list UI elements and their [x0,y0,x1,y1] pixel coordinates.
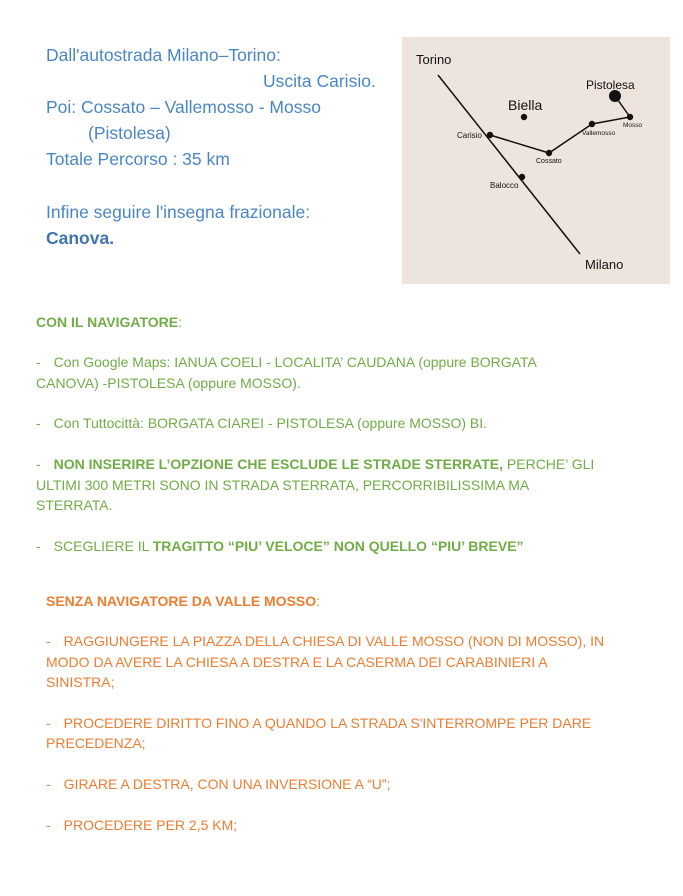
no-navigator-step-2-line2: PRECEDENZA; [46,735,146,751]
label-carisio: Carisio [457,131,482,140]
dash: - [36,354,41,370]
navigator-google-maps-text: Con Google Maps: IANUA COELI - LOCALITA’ CAUDANA (oppure BORGATA [53,354,537,370]
navigator-warning-line2: ULTIMI 300 METRI SONO IN STRADA STERRATA, PERCORRIBILISSIMA MA [36,477,530,493]
no-navigator-step-1 [46,631,604,651]
navigator-warning-bold: NON INSERIRE L’OPZIONE CHE ESCLUDE LE STRADE STERRATE, [53,456,504,472]
no-navigator-step-2-text: PROCEDERE DIRITTO FINO A QUANDO LA STRADA S'INTERROMPE PER DARE [63,715,592,731]
route-map [402,37,670,284]
label-milano: Milano [585,257,624,272]
navigator-heading [36,312,182,332]
no-navigator-step-3 [46,774,390,794]
route-total: Totale Percorso : 35 km [46,149,230,169]
dash: - [46,776,51,792]
navigator-heading-text: CON IL NAVIGATORE [36,314,179,330]
label-mosso: Mosso [623,122,643,129]
navigator-route-choice-pre: SCEGLIERE IL [53,538,153,554]
mosso-dot [627,114,633,120]
route-exit: Uscita Carisio. [263,71,376,91]
route-line-1: Dall'autostrada Milano–Torino: [46,45,281,65]
route-sign: Infine seguire l'insegna frazionale: [46,202,311,222]
no-navigator-heading [46,591,320,611]
no-navigator-step-3-text: GIRARE A DESTRA, CON UNA INVERSIONE A “U”; [63,776,391,792]
dash: - [46,633,51,649]
navigator-heading-colon: : [178,314,182,330]
route-map-svg [402,37,670,284]
no-navigator-heading-colon: : [316,593,321,609]
label-pistolesa: Pistolesa [586,78,635,92]
no-navigator-step-1-line2: MODO DA AVERE LA CHIESA A DESTRA E LA CASERMA DEI CARABINIERI A [46,654,548,670]
balocco-dot [519,174,525,180]
no-navigator-step-1-line3: SINISTRA; [46,674,115,690]
navigator-tuttocitta-text: Con Tuttocittà: BORGATA CIAREI - PISTOLESA (oppure MOSSO) BI. [53,415,488,431]
navigator-route-choice [36,536,524,556]
label-vallemosso: Vallemosso [582,130,616,137]
dash: - [36,456,41,472]
no-navigator-step-2 [46,713,591,733]
carisio-dot [487,132,493,138]
cossato-dot [546,150,552,156]
navigator-warning-rest: PERCHE’ GLI [503,456,595,472]
label-biella: Biella [508,97,543,113]
navigator-route-choice-bold: TRAGITTO “PIU’ VELOCE” NON QUELLO “PIU’ BREVE” [152,538,524,554]
navigator-warning [36,454,594,474]
biella-dot [521,114,527,120]
dash: - [36,415,41,431]
navigator-tuttocitta [36,413,487,433]
label-torino: Torino [416,52,452,67]
route-line-3: Poi: Cossato – Vallemosso - Mosso [46,97,321,117]
navigator-google-maps-cont: CANOVA) -PISTOLESA (oppure MOSSO). [36,375,301,391]
label-balocco: Balocco [490,181,519,190]
dash: - [46,817,51,833]
no-navigator-step-1-text: RAGGIUNGERE LA PIAZZA DELLA CHIESA DI VALLE MOSSO (NON DI MOSSO), IN [63,633,605,649]
no-navigator-heading-text: SENZA NAVIGATORE DA VALLE MOSSO [46,593,317,609]
navigator-warning-line3: STERRATA. [36,497,113,513]
no-navigator-step-4-text: PROCEDERE PER 2,5 KM; [63,817,238,833]
dash: - [36,538,41,554]
route-destination: Canova. [46,228,115,248]
label-cossato: Cossato [536,158,562,165]
no-navigator-step-4 [46,815,237,835]
route-line-4: (Pistolesa) [88,123,171,143]
navigator-google-maps [36,352,537,372]
vallemosso-dot [589,121,595,127]
dash: - [46,715,51,731]
